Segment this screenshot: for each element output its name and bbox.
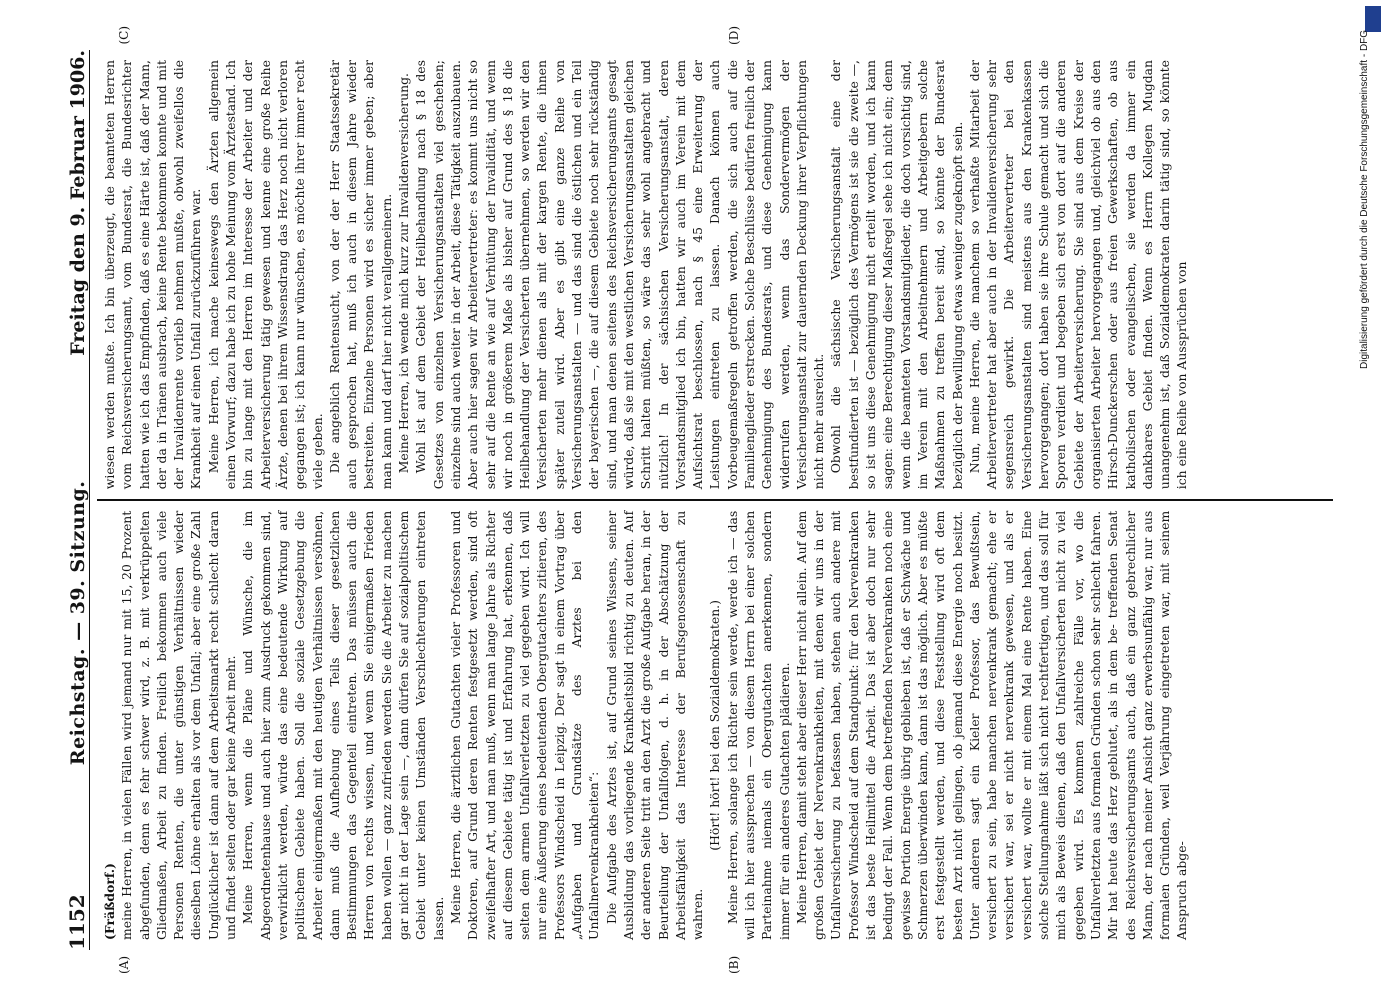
margin-mark-b: (B) xyxy=(726,955,741,974)
paragraph: Obwohl die sächsische Versicherungsanstalt eine der bestfundierten ist — bezüglich des Vermögens ist sie die zweite —, so ist uns diese Genehmigung nicht erteilt worden, und ich kann sagen: eine Berechtigung dieser Maßregel sehe ich nicht ein; denn wenn die beamteten Vorstandsmitglieder, die doch vorsichtig sind, im Verein mit den Arbeitnehmern und Arbeitgebern solche Maßnahmen zu treffen bereit sind, so könnte der Bundesrat bezüglich der Bewilligung etwas weniger zugeknöpft sein. xyxy=(827,60,965,490)
rotated-page xyxy=(37,20,1347,980)
column-left xyxy=(97,501,1333,950)
paragraph: Nun, meine Herren, die manchem so verhaßte Mitarbeit der Arbeitervertreter hat aber auch in der Invalidenversicherung sehr segensreich gewirkt. Die Arbeitervertreter bei den Versicherungsanstalten sind meistens aus den Krankenkassen hervorgegangen; dort haben sie ihre Schule gemacht und sich die Sporen verdient und begeben sich erst von dort auf die anderen Gebiete der Arbeiterversicherung. Sie sind aus dem Kreise der organisierten Arbeiter hervorgegangen und, gleichviel ob aus den Hirsch-Dunckerschen oder aus freien Gewerkschaften, ob aus katholischen oder evangelischen, sie werden da immer ein dankbares Gebiet finden. Wenn es Herrn Kollegen Mugdan unangenehm ist, daß Sozialdemokraten darin tätig sind, so könnte ich eine Reihe von Aussprüchen von xyxy=(966,60,1189,490)
margin-mark-d: (D) xyxy=(726,26,741,45)
column-right xyxy=(97,50,1333,499)
page-header xyxy=(55,50,90,950)
text-columns xyxy=(97,50,1333,950)
speaker-continuation: (Fräßdorf.) xyxy=(101,863,117,940)
paragraph: Meine Herren, wenn die Pläne und Wünsche, die im Abgeordnetenhause und auch hier zum Ausdruck gekommen sind, verwirklicht werden, würde das eine bedeutende Wirkung auf politischem Gebiete haben. Soll die soziale Gesetzgebung die Arbeiter einigermaßen mit den heutigen Verhältnissen versöhnen, dann muß die Aufhebung eines Teils dieser gesetzlichen Bestimmungen das Gegenteil eintreten. Das müssen auch die Herren von rechts wissen, und wenn Sie einigermaßen Frieden haben wollen — ganz zufrieden werden Sie die Arbeiter zu machen gar nicht in der Lage sein —, dann dürfen Sie auf sozialpolitischem Gebiet unter keinen Umständen Verschlechterungen eintreten lassen. xyxy=(239,510,446,940)
paragraph: Meine Herren, ich wende mich kurz zur Invalidenversicherung. xyxy=(395,73,411,474)
paragraph: Meine Herren, ich mache keineswegs den Ärzten allgemein einen Vorwurf; dazu habe ich zu hohe Meinung vom Ärztestand. Ich bin zu lange mit den Herren im Interesse der Arbeiter und der Arbeiterversicherung tätig gewesen und kenne eine große Reihe Ärzte, denen bei ihrem Wissensdrang das Herz noch nicht verloren gegangen ist; ich kann nur wünschen, es möchte ihrer immer recht viele geben. xyxy=(205,60,325,490)
paragraph: Meine Herren, solange ich Richter sein werde, werde ich — das will ich hier aussprechen — von diesem Herrn bei einer solchen Parteinahme niemals ein Obergutachten anerkennen, sondern immer für ein anderes Gutachten plädieren. xyxy=(724,510,792,940)
digitization-credit: Digitalisierung gefördert durch die Deutsche Forschungsgemeinschaft - DFG xyxy=(1359,30,1370,370)
paragraph: meine Herren, in vielen Fällen wird jemand nur mit 15, 20 Prozent abgefunden, denn es fehr schwer wird, z. B. mit verkrüppelten Gliedmaßen, Arbeit zu finden. Freilich bekommen auch viele Personen Renten, die unter günstigen Verhältnissen wieder dieselben Löhne erhalten als vor dem Unfall; aber eine große Zahl Unglücklicher ist dann auf dem Arbeitsmarkt recht schlecht daran und findet selten oder gar keine Arbeit mehr. xyxy=(118,510,238,940)
dfg-logo xyxy=(1365,6,1381,32)
margin-mark-a: (A) xyxy=(116,955,131,974)
page-number: 1152 xyxy=(64,894,89,950)
document-sheet xyxy=(37,20,1347,980)
paragraph: Meine Herren, die ärztlichen Gutachten vieler Professoren und Doktoren, auf Grund deren Renten festgesetzt werden, sind oft zweifelhafter Art, und man muß, wenn man lange Jahre als Richter auf diesem Gebiete tätig ist und Erfahrung hat, erkennen, daß selten dem armen Unfallverletzten zu viel gegeben wird. Ich will nur eine Äußerung eines bedeutenden Obergutachters zitieren, des Professors Windscheid in Leipzig. Der sagt in einem Vortrag über „Aufgaben und Grundsätze des Arztes bei den Unfallnervenkrankheiten“: xyxy=(447,510,601,940)
header-date: Freitag den 9. Februar 1906. xyxy=(66,50,89,356)
interjection: (Hört! hört! bei den Sozialdemokraten.) xyxy=(706,600,722,851)
paragraph: Meine Herren, damit steht aber dieser Herr nicht allein. Auf dem großen Gebiet der Nervenkrankheiten, mit denen wir uns in der Unfallversicherung zu befassen haben, stehen auch andere mit Professor Windscheid auf dem Standpunkt: für den Nervenkranken ist das beste Heilmittel die Arbeit. Das ist aber doch nur sehr bedingt der Fall. Wenn dem betreffenden Nervenkranken noch eine gewisse Portion Energie übrig geblieben ist, daß er Schwäche und Schmerzen überwinden kann, dann ist das möglich. Aber es müßte erst festgestellt werden, und diese Feststellung wird oft dem besten Arzt nicht gelingen, ob jemand diese Energie noch besitzt. Unter anderen sagt ein Kieler Professor, das Bewußtsein, versichert zu sein, habe manchen nervenkrank gemacht; ehe er versichert war, sei er nicht nervenkrank gewesen, und als er versichert war, wollte er mit einem Mal eine Rente haben. Eine solche Stellungnahme läßt sich nicht rechtfertigen, und das soll für mich als Beweis dienen, daß den Unfallversicherten nicht zu viel gegeben wird. Es kommen zahlreiche Fälle vor, wo die Unfallverletzten aus formalen Gründen schon sehr schlecht fahren. Mir hat heute das Herz geblutet, als in dem be- treffenden Senat des Reichsversicherungsamts auch, daß ein ganz gebrechlicher Mann, der nach meiner Ansicht ganz erwerbsunfähig war, nur aus formalen Gründen, weil Verjährung eingetreten war, mit seinem Anspruch abge- xyxy=(793,510,1189,940)
margin-mark-c: (C) xyxy=(116,26,131,45)
paragraph: Die angeblich Rentensucht, von der der Herr Staatssekretär auch gesprochen hat, muß ich auch in diesem Jahre wieder bestreiten. Einzelne Personen wird es sicher immer geben; aber man kann und darf hier nicht verallgemeinern. xyxy=(326,60,394,490)
paragraph: Wohl ist auf dem Gebiet der Heilbehandlung nach § 18 des Gesetzes von einzelnen Versicherungsanstalten viel geschehen; einzelne sind auch weiter in der Arbeit, diese Tätigkeit auszubauen. Aber auch hier sagen wir Arbeitervertreter: es kommt uns nicht so sehr auf die Rente an wie auf Verhütung der Invalidität, und wenn wir noch in größerem Maße als bisher auf Grund des § 18 die Heilbehandlung der Versicherten übernehmen, so werden wir den Versicherten mehr dienen als mit der kargen Rente, die ihnen später zuteil wird. Aber es gibt eine ganze Reihe von Versicherungsanstalten — und das sind die östlichen und ein Teil der bayerischen —, die auf diesem Gebiete noch sehr rückständig sind, und man denen seitens des Reichsversicherungsamts gesagt würde, daß sie mit den westlichen Versicherungsanstalten gleichen Schritt halten müßten, so wäre das sehr wohl angebracht und nützlich! In der sächsischen Versicherungsanstalt, deren Vorstandsmitglied ich bin, hatten wir auch im Verein mit dem Aufsichtsrat beschlossen, nach § 45 eine Erweiterung der Leistungen eintreten zu lassen. Danach können auch Vorbeugemaßregeln getroffen werden, die sich auch auf die Familienglieder erstrecken. Solche Beschlüsse bedürfen freilich der Genehmigung des Bundesrats, und diese Genehmigung kann widerrufen werden, wenn das Sondervermögen der Versicherungsanstalt zur dauernden Deckung ihrer Verpflichtungen nicht mehr ausreicht. xyxy=(412,60,826,490)
paragraph: wiesen werden mußte. Ich bin überzeugt, die beamteten Herren vom Reichsversicherungsamt, vom Bundesrat, die Bundesrichter hatten wie ich das Empfinden, daß es eine Härte ist, daß der Mann, der da in Tränen ausbrach, keine Rente bekommen konnte und mit der Invalidenrente vorlieb nehmen mußte, obwohl zweifellos die Krankheit auf einen Unfall zurückzuführen war. xyxy=(101,60,203,490)
header-title: Reichstag. — 39. Sitzung. xyxy=(66,480,89,766)
quotation: Die Aufgabe des Arztes ist, auf Grund seines Wissens, seiner Ausbildung das vorliegende Krankheitsbild richtig zu deuten. Auf der anderen Seite tritt an den Arzt die große Aufgabe heran, in der Beurteilung der Unfallfolgen, d. h. in der Abschätzung der Arbeitsfähigkeit das Interesse der Berufsgenossenschaft zu wahren. xyxy=(603,510,705,940)
